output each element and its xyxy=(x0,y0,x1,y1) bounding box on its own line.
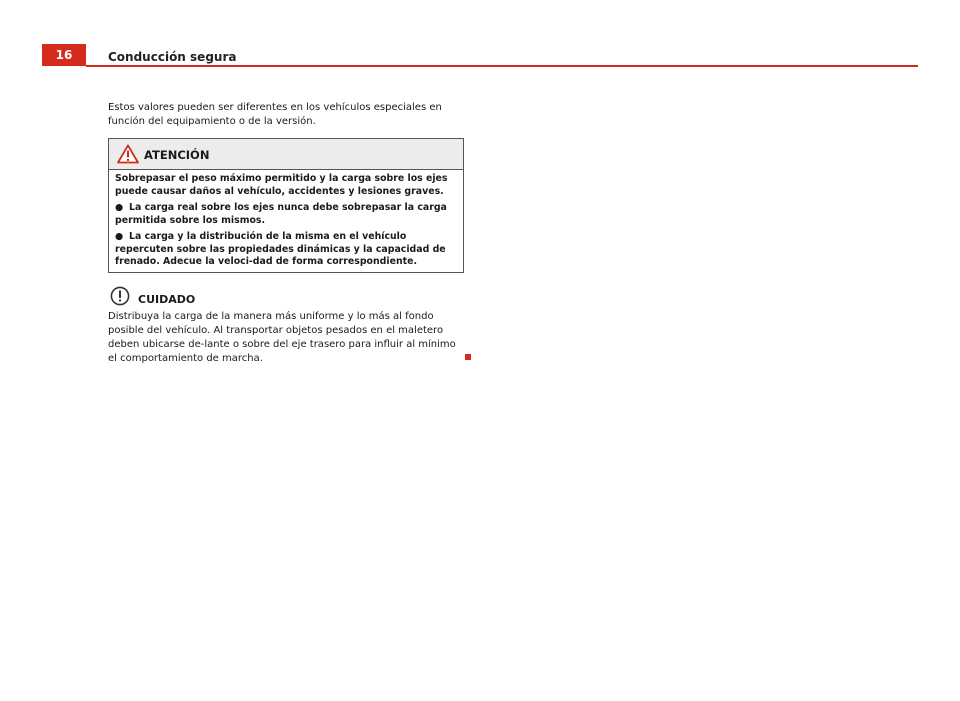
bullet-icon: ● xyxy=(115,202,124,213)
header-divider xyxy=(86,65,918,67)
section-end-marker xyxy=(465,354,471,360)
warning-box xyxy=(108,138,464,273)
bullet-icon: ● xyxy=(115,231,124,242)
warning-bullet-1 xyxy=(115,202,457,227)
warning-bullet-text: La carga real sobre los ejes nunca debe sobrepasar la carga permitida sobre los mismos. xyxy=(115,202,447,226)
warning-title: ATENCIÓN xyxy=(144,148,210,162)
section-title: Conducción segura xyxy=(108,50,237,64)
warning-bullet-text: La carga y la distribución de la misma en el vehículo repercuten sobre las propiedades dinámicas y la capacidad de frenado. Adecue la veloci-dad de forma correspondiente. xyxy=(115,231,446,267)
warning-header xyxy=(109,139,463,170)
warning-paragraph: Sobrepasar el peso máximo permitido y la carga sobre los ejes puede causar daños al vehículo, accidentes y lesiones graves. xyxy=(115,173,448,197)
caution-title: CUIDADO xyxy=(138,293,196,306)
warning-bullet-2 xyxy=(115,231,457,269)
page-number: 16 xyxy=(42,44,86,66)
caution-paragraph: Distribuya la carga de la manera más uniforme y lo más al fondo posible del vehículo. Al transportar objetos pesados en el maletero deben ubicarse de-lante o sobre del eje trasero para influir al mínimo el comportamiento de marcha. xyxy=(108,311,456,364)
warning-triangle-icon xyxy=(117,144,139,164)
intro-paragraph: Estos valores pueden ser diferentes en los vehículos especiales en función del equipamiento o de la versión. xyxy=(108,102,442,127)
caution-exclamation-icon xyxy=(110,286,130,306)
warning-body xyxy=(109,170,463,269)
